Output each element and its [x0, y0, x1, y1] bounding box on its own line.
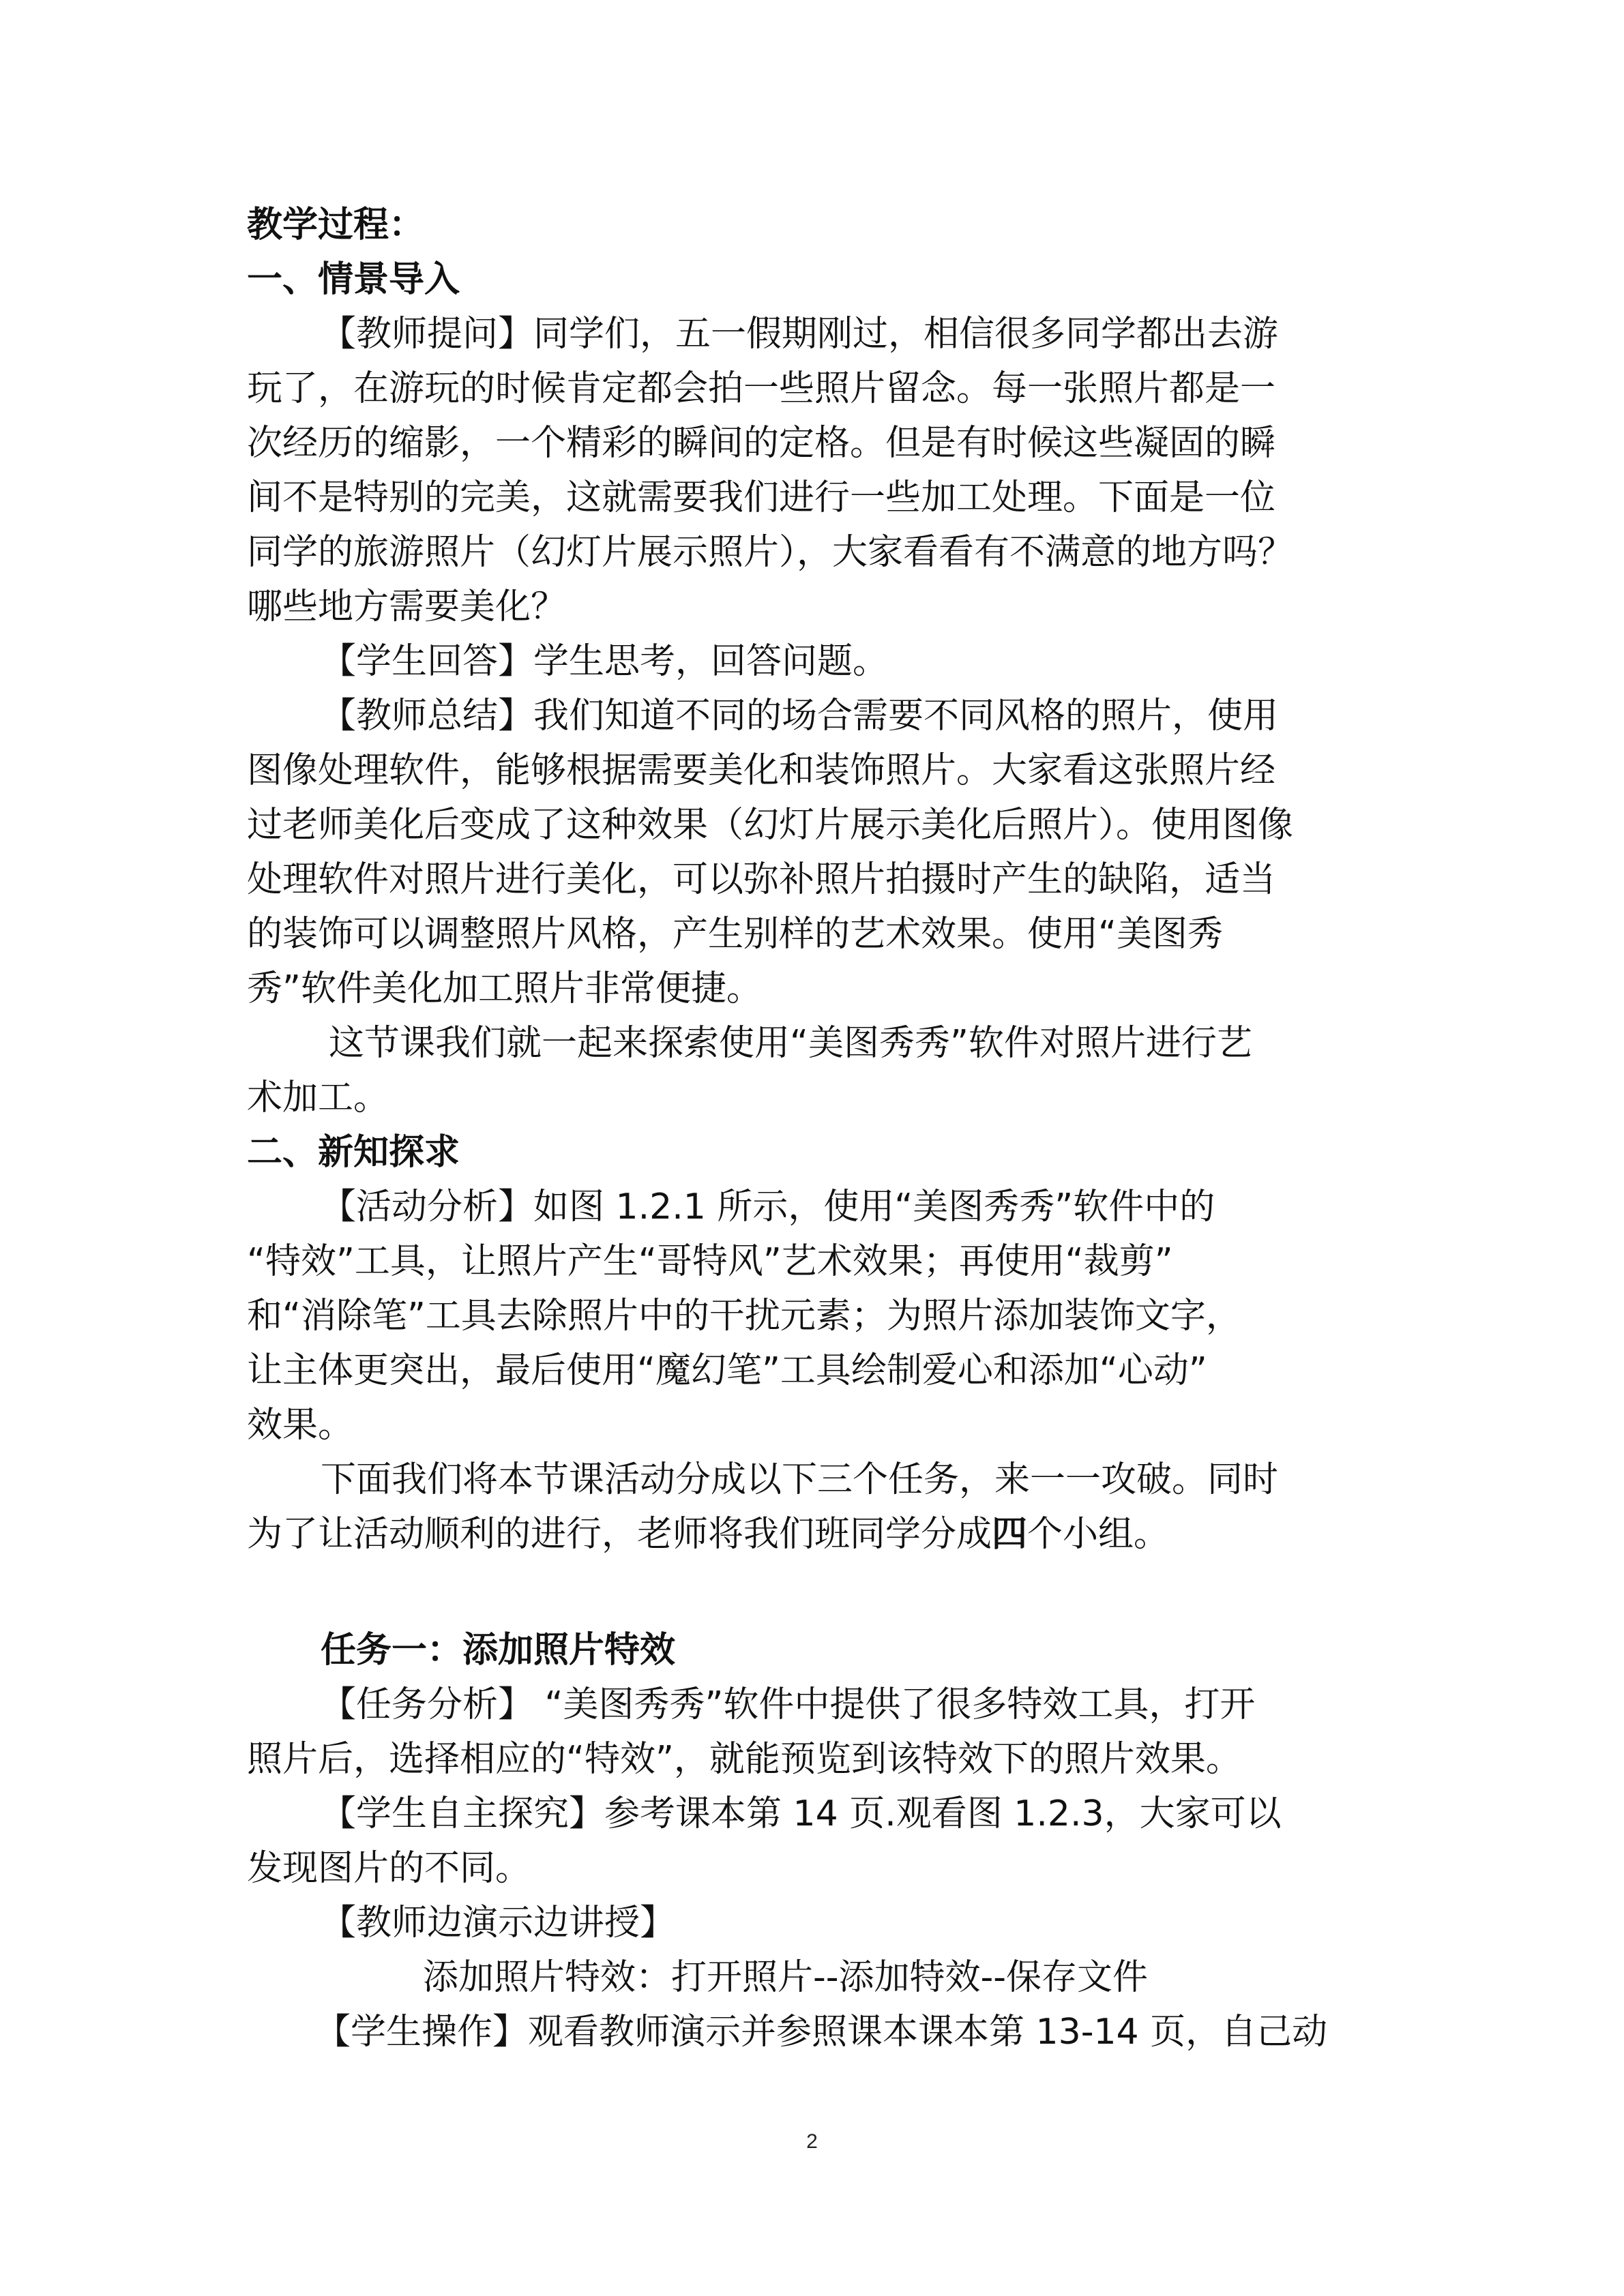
emphasis-text: 四 [992, 1514, 1028, 1555]
paragraph-line: 同学的旅游照片（幻灯片展示照片），大家看看有不满意的地方吗？ [247, 532, 1294, 573]
paragraph-line: 【学生自主探究】参考课本第 14 页.观看图 1.2.3，大家可以 [321, 1793, 1282, 1834]
paragraph-line: 和“消除笔”工具去除照片中的干扰元素；为照片添加装饰文字， [247, 1296, 1241, 1337]
paragraph-line: 处理软件对照片进行美化，可以弥补照片拍摄时产生的缺陷，适当 [247, 859, 1276, 900]
paragraph-line: 照片后，选择相应的“特效”，就能预览到该特效下的照片效果。 [247, 1739, 1241, 1780]
paragraph-line: 玩了，在游玩的时候肯定都会拍一些照片留念。每一张照片都是一 [247, 368, 1276, 409]
paragraph-line [247, 1507, 1169, 1562]
paragraph-line: 哪些地方需要美化？ [247, 586, 567, 627]
paragraph-line: 的装饰可以调整照片风格，产生别样的艺术效果。使用“美图秀 [247, 914, 1223, 955]
paragraph-line: 【活动分析】如图 1.2.1 所示，使用“美图秀秀”软件中的 [321, 1187, 1215, 1227]
paragraph-line: 【教师边演示边讲授】 [321, 1903, 676, 1943]
text-span: 为了让活动顺利的进行，老师将我们班同学分成 [247, 1514, 992, 1555]
paragraph-line: 间不是特别的完美，这就需要我们进行一些加工处理。下面是一位 [247, 477, 1276, 518]
section-heading-intro: 一、情景导入 [247, 259, 460, 300]
paragraph-line: 【任务分析】 “美图秀秀”软件中提供了很多特效工具，打开 [321, 1684, 1256, 1725]
paragraph-line: 下面我们将本节课活动分成以下三个任务，来一一攻破。同时 [321, 1459, 1279, 1500]
paragraph-line: 【教师总结】我们知道不同的场合需要不同风格的照片，使用 [321, 696, 1279, 736]
task-heading: 任务一：添加照片特效 [321, 1630, 676, 1671]
paragraph-line: 过老师美化后变成了这种效果（幻灯片展示美化后照片）。使用图像 [247, 805, 1294, 846]
paragraph-line: 秀”软件美化加工照片非常便捷。 [247, 968, 762, 1009]
paragraph-line: 图像处理软件，能够根据需要美化和装饰照片。大家看这张照片经 [247, 750, 1276, 791]
paragraph-line: 【教师提问】同学们，五一假期刚过，相信很多同学都出去游 [321, 314, 1279, 355]
paragraph-line: 让主体更突出，最后使用“魔幻笔”工具绘制爱心和添加“心动” [247, 1350, 1207, 1391]
paragraph-line: 效果。 [247, 1405, 354, 1446]
paragraph-line: 发现图片的不同。 [247, 1848, 531, 1889]
page-number: 2 [806, 2130, 818, 2153]
paragraph-line: 术加工。 [247, 1077, 389, 1118]
document-title: 教学过程： [247, 205, 425, 245]
text-span: 个小组。 [1027, 1514, 1170, 1555]
paragraph-line: 【学生操作】观看教师演示并参照课本课本第 13-14 页，自己动 [315, 2012, 1328, 2053]
paragraph-line: “特效”工具，让照片产生“哥特风”艺术效果；再使用“裁剪” [247, 1241, 1173, 1282]
paragraph-line: 【学生回答】学生思考，回答问题。 [321, 641, 889, 682]
paragraph-line: 次经历的缩影，一个精彩的瞬间的定格。但是有时候这些凝固的瞬 [247, 423, 1276, 464]
paragraph-line: 添加照片特效：打开照片--添加特效--保存文件 [423, 1957, 1149, 1998]
paragraph-line: 这节课我们就一起来探索使用“美图秀秀”软件对照片进行艺 [329, 1023, 1252, 1064]
section-heading-new-knowledge: 二、新知探求 [247, 1132, 460, 1173]
